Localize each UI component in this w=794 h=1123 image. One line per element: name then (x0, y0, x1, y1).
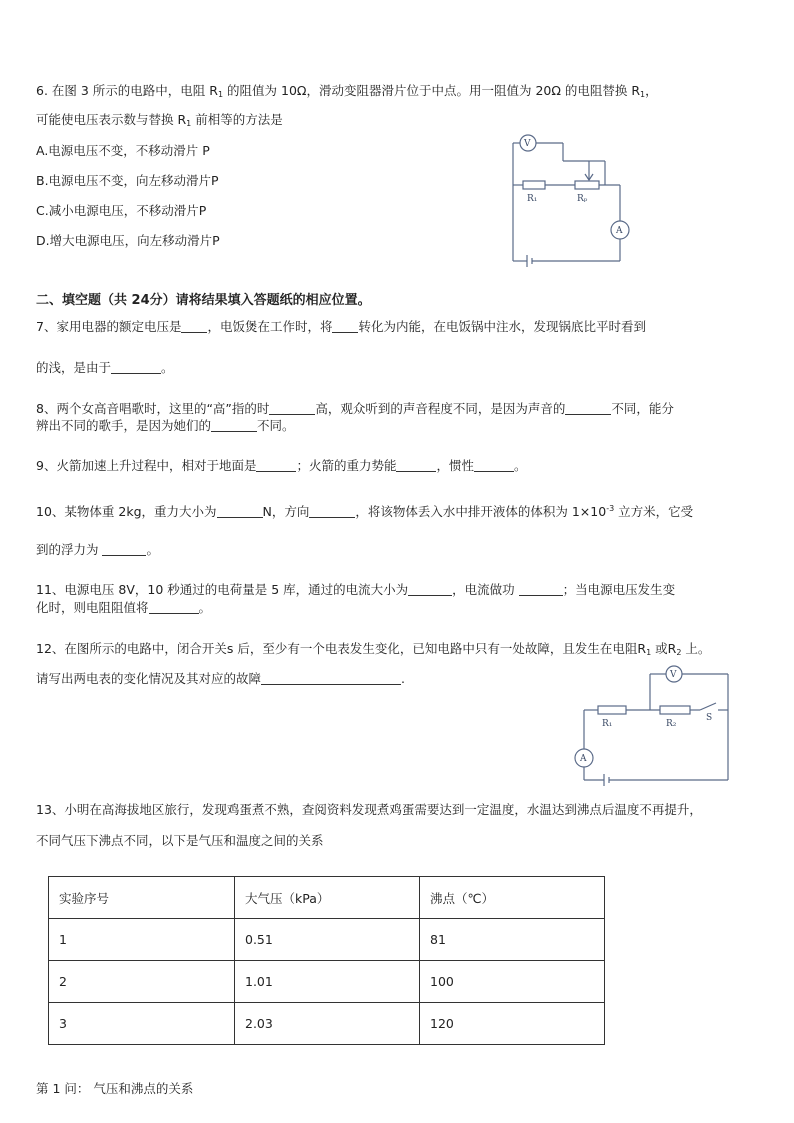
svg-text:S: S (706, 713, 713, 723)
q6-line1: 6. 在图 3 所示的电路中，电阻 $R_1$ 的阻值为 10Ω，滑动变阻器滑片位于中点。用一阻值为 20Ω 的电阻替换 $R_1$， (36, 83, 658, 99)
q9-line: 9、火箭加速上升过程中，相对于地面是 ；火箭的重力势能 ，惯性 。 (36, 458, 527, 473)
svg-text:R₁: R₁ (602, 719, 613, 729)
table-cell: 1.01 (235, 961, 420, 1003)
switch-icon (700, 703, 716, 710)
q6-option-d: D.增大电源电压，向左移动滑片P (36, 233, 220, 248)
q11-line1: 11、电源电压 8V，10 秒通过的电荷量是 5 库，通过的电流大小为 ，电流做功 ；当电源电压发生变 (36, 582, 676, 597)
q7-line2: 的浅，是由于 。 (36, 360, 174, 375)
table-header-cell: 实验序号 (49, 877, 235, 919)
q7-line1: 7、家用电器的额定电压是 ，电饭煲在工作时，将 转化为内能，在电饭锅中注水，发现锅底比平时看到 (36, 319, 646, 334)
pressure-boiling-table (48, 876, 605, 1045)
section-heading: 二、填空题（共 24分）请将结果填入答题纸的相应位置。 (36, 293, 371, 308)
q6-option-b: B.电源电压不变，向左移动滑片P (36, 173, 219, 188)
table-cell: 100 (420, 961, 605, 1003)
table-cell: 2 (49, 961, 235, 1003)
table-row (49, 919, 605, 961)
q13-line2: 不同气压下沸点不同，以下是气压和温度之间的关系 (36, 833, 324, 848)
q6-option-a: A.电源电压不变，不移动滑片 P (36, 143, 210, 158)
svg-text:R₂: R₂ (666, 719, 677, 729)
table-header-cell: 沸点（℃） (420, 877, 605, 919)
q12-line2: 请写出两电表的变化情况及其对应的故障 . (36, 671, 405, 686)
q8-line2: 辨出不同的歌手，是因为她们的 不同。 (36, 418, 295, 433)
table-header-row (49, 877, 605, 919)
table-row (49, 961, 605, 1003)
table-row (49, 1003, 605, 1045)
resistor-r1 (523, 181, 545, 189)
table-cell: 81 (420, 919, 605, 961)
table-cell: 3 (49, 1003, 235, 1045)
svg-text:V: V (524, 139, 531, 149)
svg-text:A: A (616, 226, 623, 236)
q13-line1: 13、小明在高海拔地区旅行，发现鸡蛋煮不熟，查阅资料发现煮鸡蛋需要达到一定温度，水温达到沸点后温度不再提升， (36, 802, 702, 817)
q12-circuit-diagram (570, 660, 745, 788)
q6-circuit-diagram (505, 133, 640, 270)
q12-line1: 12、在图所示的电路中，闭合开关s 后，至少有一个电表发生变化，已知电路中只有一处故障，且发生在电阻$R_1$ 或$R_2$ 上。 (36, 641, 711, 657)
table-cell: 0.51 (235, 919, 420, 961)
table-cell: 1 (49, 919, 235, 961)
resistor-r2 (660, 706, 690, 714)
svg-text:A: A (580, 754, 587, 764)
table-cell: 120 (420, 1003, 605, 1045)
q10-line1: 10、某物体重 2kg，重力大小为 N，方向 ，将该物体丢入水中排开液体的体积为 $1\times 10^{-3}$ 立方米，它受 (36, 504, 694, 519)
q6-line2: 可能使电压表示数与替换 $R_1$ 前相等的方法是 (36, 112, 283, 128)
q8-line1: 8、两个女高音唱歌时，这里的“高”指的时 高，观众听到的声音程度不同，是因为声音的 不同，能分 (36, 401, 674, 416)
q6-option-c: C.减小电源电压，不移动滑片P (36, 203, 207, 218)
q10-line2: 到的浮力为 。 (36, 542, 159, 557)
svg-text:V: V (670, 670, 677, 680)
q13-sub-question: 第 1 问： 气压和沸点的关系 (36, 1081, 194, 1096)
svg-text:Rₚ: Rₚ (577, 194, 588, 204)
table-header-cell: 大气压（kPa） (235, 877, 420, 919)
svg-text:R₁: R₁ (527, 194, 538, 204)
rheostat-rp (575, 181, 599, 189)
table-cell: 2.03 (235, 1003, 420, 1045)
resistor-r1 (598, 706, 626, 714)
q11-line2: 化时，则电阻阻值将 。 (36, 600, 212, 615)
